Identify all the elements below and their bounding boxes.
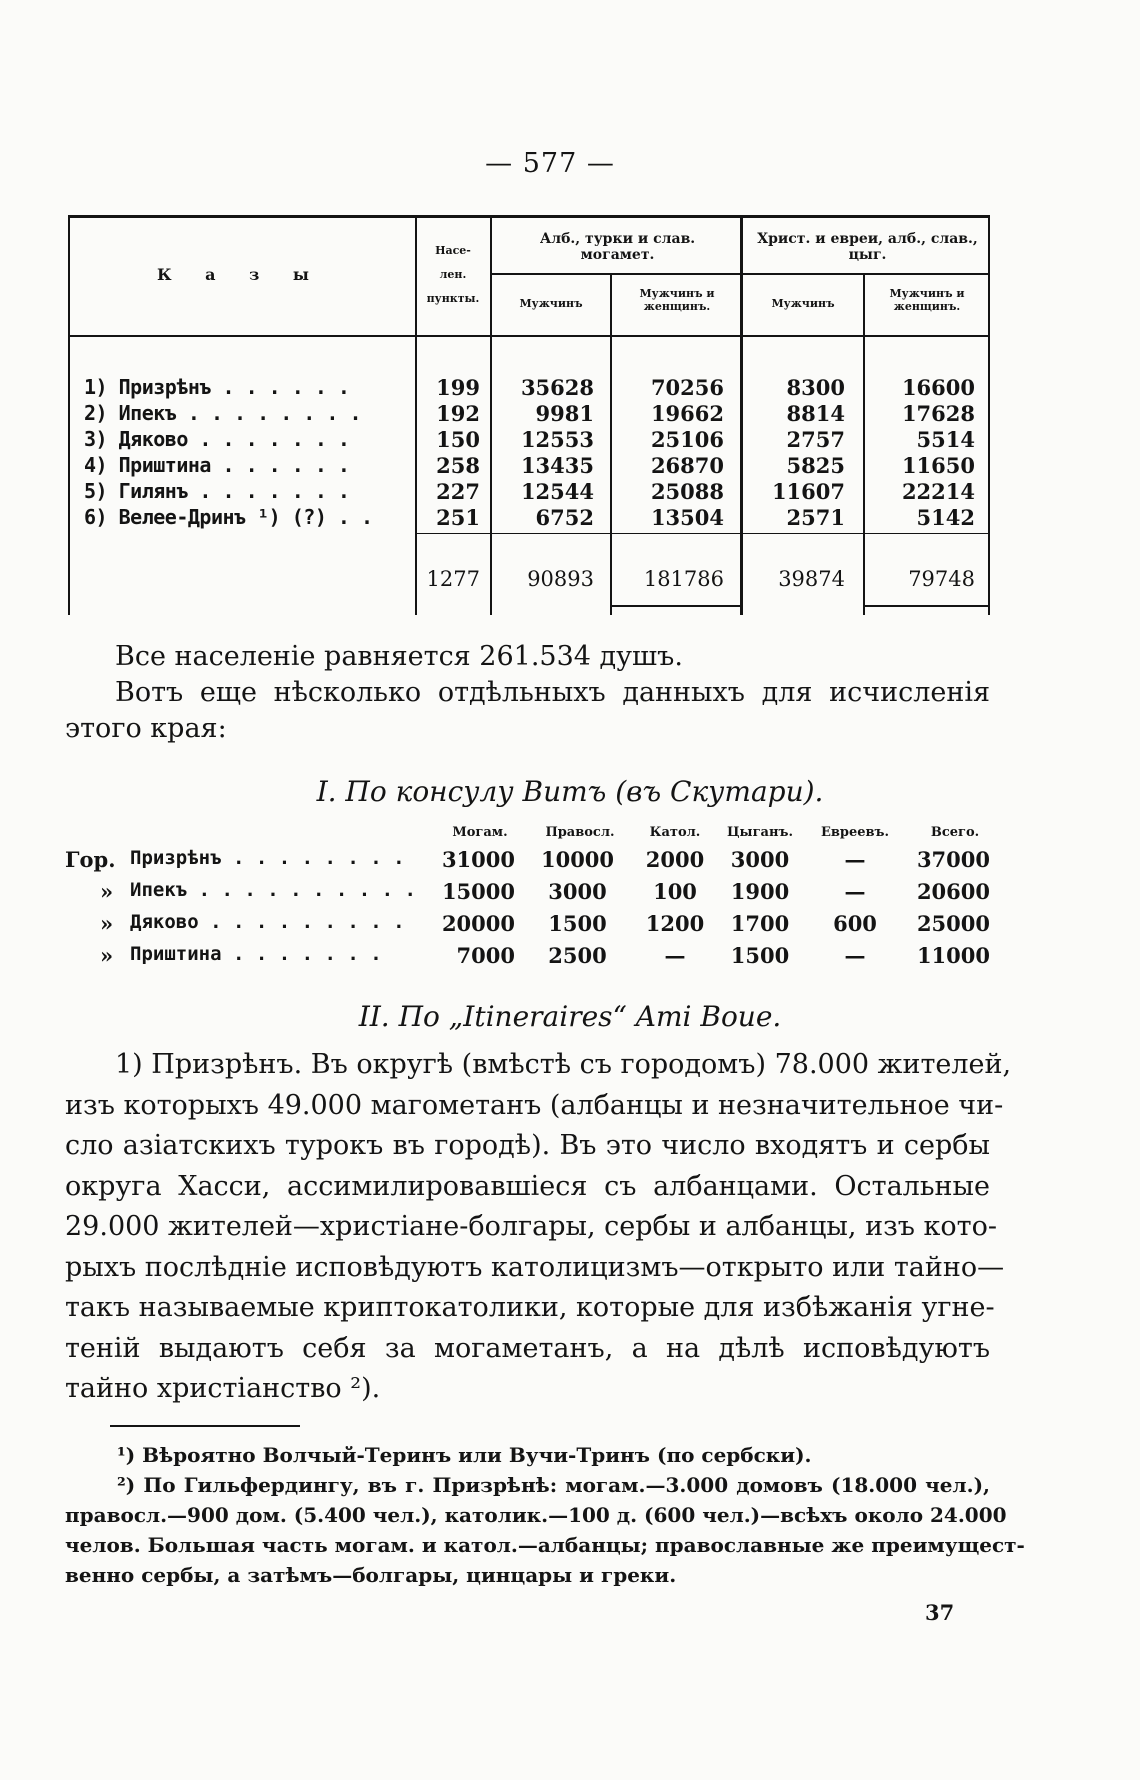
consul-table: Могам. Правосл. Катол. Цыганъ. Евреевъ. Всего. Гор. Призрѣнъ . . . . . . . . 31000 10000 2000 3000 — 37000 » Ипекъ . . . . . . . . . . 15000 3000 100 1900 — 20600 » Дяково . . . . . . . . . 20000 1500 1200 1700 600 25000 » Приштина . . . . . . . 7000 2500 — 1500 — 11000 — [0, 825, 1140, 975]
table-row: Гор. Призрѣнъ . . . . . . . . 31000 10000 2000 3000 — 37000 — [65, 847, 990, 872]
total-population-text: Все населеніе равняется 261.534 душъ. — [115, 641, 683, 672]
table-row: 6) Велее-Дринъ ¹) (?) . . 251 6752 13504 2571 5142 — [84, 505, 975, 530]
group1-header: Алб., турки и слав. могамет. — [539, 231, 696, 263]
g1-all-header: Мужчинъ и женщинъ. — [639, 287, 715, 313]
g2-all-header: Мужчинъ и женщинъ. — [889, 287, 965, 313]
footnotes: ¹) Вѣроятно Волчый-Теринъ или Вучи-Тринъ (по сербски). ²) По Гильфердингу, въ г. Призрѣнѣ: могам.—3.000 домовъ (18.000 чел.), правосл.—900 дом. (5.400 чел.), католик.—100 д. (600 чел.)—всѣхъ около 24.000 челов. Большая часть могам. и катол.—албанцы; православные же преимущест- венно сербы, а затѣмъ—болгары, цинцары и греки. — [65, 1443, 1025, 1587]
table-row: » Приштина . . . . . . . 7000 2500 — 1500 — 11000 — [100, 943, 990, 968]
settlements-header: Насе- лен. пункты. — [426, 244, 480, 305]
section2-title: II. По „Itineraires“ Ami Boue. — [358, 1000, 782, 1033]
signature-mark: 37 — [925, 1600, 955, 1625]
table-row: 2) Ипекъ . . . . . . . . 192 9981 19662 8814 17628 — [84, 401, 975, 426]
group2-header: Христ. и евреи, алб., слав., цыг. — [757, 231, 978, 263]
g1-men-header: Мужчинъ — [519, 297, 583, 310]
table-row: » Ипекъ . . . . . . . . . . 15000 3000 100 1900 — 20600 — [100, 879, 990, 904]
g2-men-header: Мужчинъ — [771, 297, 835, 310]
table-row: 1) Призрѣнъ . . . . . . 199 35628 70256 8300 16600 — [84, 375, 975, 400]
table-row: 5) Гилянъ . . . . . . . 227 12544 25088 11607 22214 — [84, 479, 975, 504]
section1-title: I. По консулу Витъ (въ Скутари). — [316, 775, 824, 808]
intro-line-1: Вотъ еще нѣсколько отдѣльныхъ данныхъ для исчисленія — [115, 677, 990, 708]
totals-row: 1277 90893 181786 39874 79748 — [426, 567, 975, 591]
page-number: — 577 — — [485, 148, 615, 179]
table-row: 3) Дяково . . . . . . . 150 12553 25106 2757 5514 — [84, 427, 975, 452]
body-paragraph: 1) Призрѣнъ. Въ округѣ (вмѣстѣ съ городомъ) 78.000 жителей, изъ которыхъ 49.000 магометанъ (албанцы и незначительное чи- сло азіатскихъ турокъ въ городѣ). Въ это число входятъ и сербы округа Хасси, ассимилировавшіеся съ албанцами. Остальные 29.000 жителей—христіане-болгары, сербы и албанцы, изъ кото- рыхъ послѣдніе исповѣдуютъ католицизмъ—открыто или тайно— такъ называемые криптокатолики, которые для избѣжанія угне- теній выдаютъ себя за могаметанъ, а на дѣлѣ исповѣдуютъ тайно христіанство ²). — [65, 1049, 1012, 1404]
population-table — [60, 215, 990, 620]
table-row: 4) Приштина . . . . . . 258 13435 26870 5825 11650 — [84, 453, 975, 478]
intro-line-2: этого края: — [65, 713, 227, 744]
kazy-header: К а з ы — [157, 265, 323, 284]
table-row: » Дяково . . . . . . . . . 20000 1500 1200 1700 600 25000 — [100, 911, 990, 936]
footnote-divider — [110, 1425, 300, 1427]
